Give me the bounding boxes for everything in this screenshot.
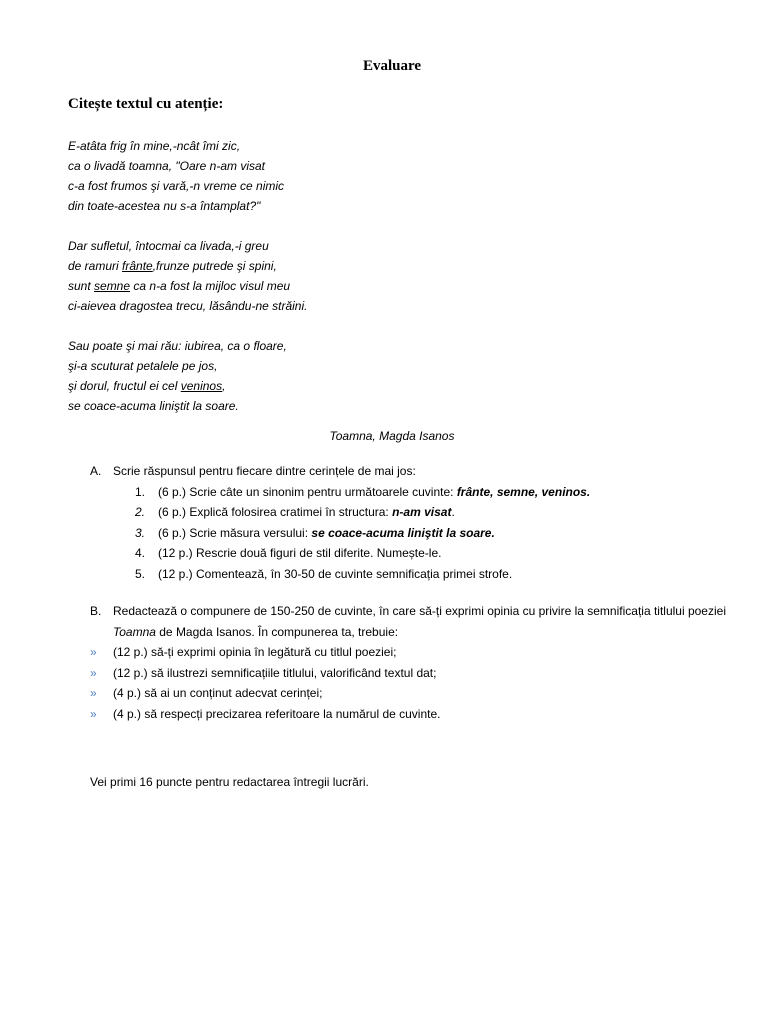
poem-line: Sau poate şi mai rău: iubirea, ca o floare,: [68, 339, 287, 353]
task-item: [90, 564, 690, 585]
reading-instruction: Citește textul cu atenție:: [68, 96, 224, 112]
criteria-item: [90, 704, 730, 725]
criteria-text: (4 p.) să ai un conținut adecvat cerinței;: [113, 686, 323, 700]
section-letter: B.: [90, 604, 102, 618]
poem-title-reference: Toamna: [113, 624, 156, 639]
criteria-text: (4 p.) să respecți precizarea referitoare la numărul de cuvinte.: [113, 706, 441, 721]
poem-line: şi-a scuturat petalele pe jos,: [68, 359, 218, 373]
section-a: [90, 461, 690, 584]
section-b: [90, 601, 730, 724]
item-text: (12 p.) Rescrie două figuri de stil diferite. Numește-le.: [158, 546, 442, 560]
poem-line: [68, 376, 688, 396]
item-text: (6 p.) Explică folosirea cratimei în structura:: [158, 505, 393, 519]
item-text: (12 p.) Comentează, în 30-50 de cuvinte semnificația primei strofe.: [158, 566, 513, 581]
task-item: [90, 523, 690, 544]
section-a-items: [90, 482, 690, 585]
item-number: 5.: [135, 566, 146, 581]
item-number: 2.: [135, 505, 146, 519]
item-tail: .: [451, 505, 455, 519]
item-number: 3.: [135, 525, 146, 540]
task-item: [90, 482, 690, 503]
poem-line: ci-aievea dragostea trecu, lăsându-ne străini.: [68, 299, 308, 313]
item-emphasis: se coace-acuma liniştit la soare.: [311, 525, 495, 540]
chevron-bullet-icon: »: [90, 645, 97, 659]
section-a-heading-text: Scrie răspunsul pentru fiecare dintre cerințele de mai jos:: [113, 464, 416, 478]
poem-line: [68, 276, 688, 296]
poem-line: c-a fost frumos şi vară,-n vreme ce nimic: [68, 179, 285, 193]
chevron-bullet-icon: »: [90, 686, 97, 700]
poem-text: ,: [222, 379, 226, 393]
criteria-text: (12 p.) să ilustrezi semnificațiile titlului, valorificând textul dat;: [113, 665, 437, 680]
item-text: (6 p.) Scrie măsura versului:: [158, 525, 312, 540]
section-b-criteria: [90, 642, 730, 724]
poem-text: sunt: [68, 279, 95, 293]
poem-stanza-1: [68, 136, 688, 216]
poem-line: Dar sufletul, întocmai ca livada,-i greu: [68, 239, 269, 253]
underlined-word-frante: frânte: [122, 259, 153, 273]
underlined-word-semne: semne: [94, 279, 131, 293]
item-number: 4.: [135, 546, 146, 560]
criteria-item: [90, 642, 730, 663]
item-emphasis: n-am visat: [392, 505, 452, 519]
poem-line: din toate-acestea nu s-a întamplat?": [68, 199, 261, 213]
poem-text: de ramuri: [68, 259, 123, 273]
task-item: [90, 543, 690, 564]
criteria-item: [90, 663, 730, 684]
poem-attribution: Toamna, Magda Isanos: [329, 429, 455, 443]
chevron-bullet-icon: »: [90, 706, 97, 721]
criteria-item: [90, 683, 730, 704]
section-letter: A.: [90, 464, 102, 478]
poem-line: [68, 256, 688, 276]
section-b-heading: [90, 601, 730, 642]
item-number: 1.: [135, 484, 146, 499]
poem-stanza-3: [68, 336, 688, 416]
poem-text: şi dorul, fructul ei cel: [68, 379, 181, 393]
poem-line: E-atâta frig în mine,-ncât îmi zic,: [68, 139, 241, 153]
document-title: Evaluare: [362, 58, 422, 74]
footer-note: Vei primi 16 puncte pentru redactarea întregii lucrări.: [90, 775, 369, 789]
poem-text: ca n-a fost la mijloc visul meu: [130, 279, 291, 293]
item-emphasis: frânte, semne, veninos.: [456, 484, 591, 499]
section-a-heading: [90, 461, 690, 482]
criteria-text: (12 p.) să-ți exprimi opinia în legătură cu titlul poeziei;: [113, 645, 397, 659]
section-b-heading-text: Redactează o compunere de 150-250 de cuvinte, în care să-ți exprimi opinia cu privire la semnificația titlului poeziei: [113, 604, 726, 618]
underlined-word-veninos: veninos: [180, 379, 223, 393]
poem-stanza-2: [68, 236, 688, 316]
task-item: [90, 502, 690, 523]
section-b-heading-text: de Magda Isanos. În compunerea ta, trebuie:: [155, 624, 399, 639]
poem-line: ca o livadă toamna, "Oare n-am visat: [68, 159, 266, 173]
item-text: (6 p.) Scrie câte un sinonim pentru următoarele cuvinte:: [158, 484, 457, 499]
poem-line: se coace-acuma liniştit la soare.: [68, 399, 239, 413]
chevron-bullet-icon: »: [90, 665, 97, 680]
poem-text: ,frunze putrede şi spini,: [152, 259, 277, 273]
